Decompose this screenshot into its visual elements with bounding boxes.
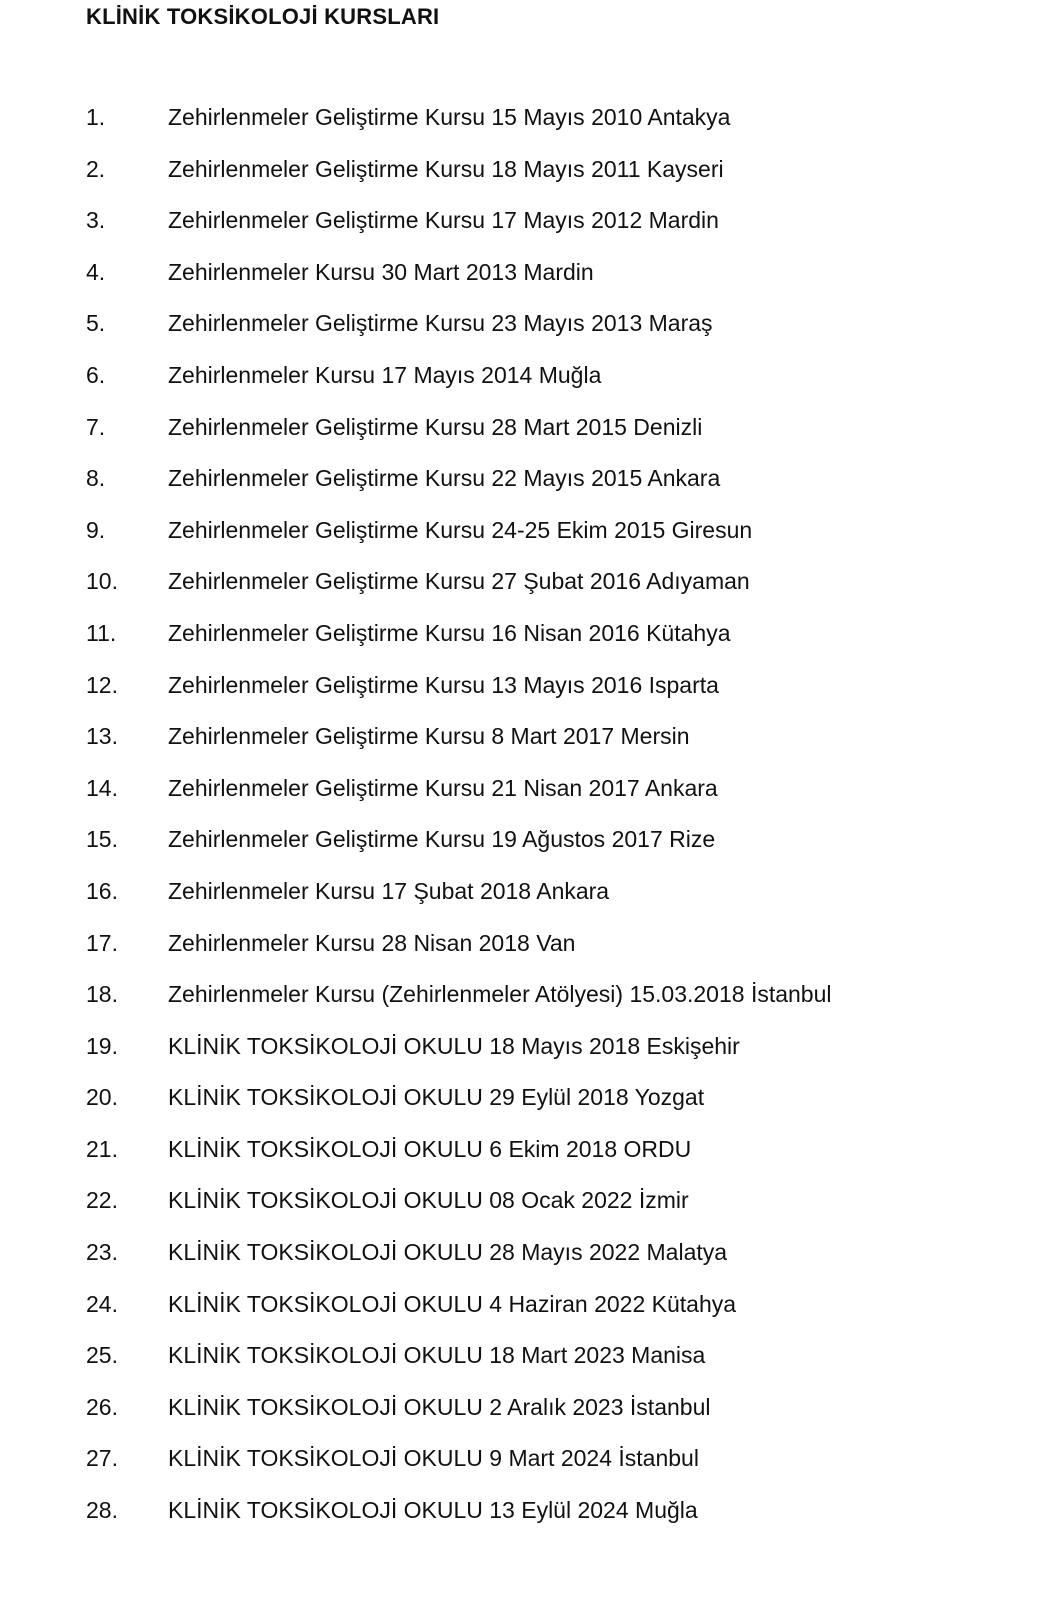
list-item (0, 249, 1038, 301)
list-item-number: 12. (86, 671, 118, 698)
list-item (0, 868, 1038, 920)
list-item-text: KLİNİK TOKSİKOLOJİ OKULU 18 Mayıs 2018 Eskişehir (168, 1032, 740, 1059)
list-item-text: KLİNİK TOKSİKOLOJİ OKULU 13 Eylül 2024 Muğla (168, 1497, 698, 1524)
list-item-text: KLİNİK TOKSİKOLOJİ OKULU 28 Mayıs 2022 Malatya (168, 1239, 728, 1266)
list-item (0, 920, 1038, 972)
list-item-text: Zehirlenmeler Kursu 28 Nisan 2018 Van (168, 929, 576, 956)
list-item-text: Zehirlenmeler Geliştirme Kursu 21 Nisan 2017 Ankara (168, 774, 718, 801)
list-item (0, 404, 1038, 456)
list-item-number: 20. (86, 1084, 118, 1111)
list-item-text: KLİNİK TOKSİKOLOJİ OKULU 9 Mart 2024 İstanbul (168, 1445, 699, 1472)
list-item-text: KLİNİK TOKSİKOLOJİ OKULU 2 Aralık 2023 İstanbul (168, 1393, 711, 1420)
list-item-number: 15. (86, 826, 118, 853)
list-item (0, 94, 1038, 146)
list-item-number: 25. (86, 1342, 118, 1369)
list-item (0, 455, 1038, 507)
list-item-text: Zehirlenmeler Geliştirme Kursu 27 Şubat 2016 Adıyaman (168, 568, 750, 595)
list-item-text: Zehirlenmeler Geliştirme Kursu 23 Mayıs 2013 Maraş (168, 310, 713, 337)
list-item (0, 146, 1038, 198)
list-item-number: 2. (86, 155, 106, 182)
list-item (0, 1074, 1038, 1126)
list-item-text: KLİNİK TOKSİKOLOJİ OKULU 4 Haziran 2022 Kütahya (168, 1290, 737, 1317)
list-item-text: Zehirlenmeler Kursu 17 Mayıs 2014 Muğla (168, 361, 602, 388)
list-item-text: Zehirlenmeler Kursu (Zehirlenmeler Atölyesi) 15.03.2018 İstanbul (168, 981, 832, 1008)
list-item (0, 1281, 1038, 1333)
list-item-number: 26. (86, 1393, 118, 1420)
list-item-text: Zehirlenmeler Geliştirme Kursu 22 Mayıs 2015 Ankara (168, 465, 721, 492)
list-item-number: 22. (86, 1187, 118, 1214)
list-item-number: 5. (86, 310, 106, 337)
list-item-number: 19. (86, 1032, 118, 1059)
list-item-number: 18. (86, 981, 118, 1008)
list-item (0, 1435, 1038, 1487)
list-item-number: 8. (86, 465, 106, 492)
list-item-text: Zehirlenmeler Geliştirme Kursu 15 Mayıs 2010 Antakya (168, 104, 731, 130)
list-item (0, 1126, 1038, 1178)
list-item (0, 662, 1038, 714)
list-item (0, 1384, 1038, 1436)
list-item-number: 4. (86, 258, 106, 285)
list-item-text: Zehirlenmeler Kursu 30 Mart 2013 Mardin (168, 258, 594, 285)
list-item-number: 17. (86, 929, 118, 956)
list-item-text: Zehirlenmeler Kursu 17 Şubat 2018 Ankara (168, 877, 610, 904)
list-item (0, 1229, 1038, 1281)
list-item-number: 11. (86, 619, 117, 646)
list-item-text: Zehirlenmeler Geliştirme Kursu 17 Mayıs 2012 Mardin (168, 207, 719, 234)
list-item-text: KLİNİK TOKSİKOLOJİ OKULU 18 Mart 2023 Manisa (168, 1342, 706, 1369)
list-item-number: 1. (86, 104, 106, 130)
page-title: KLİNİK TOKSİKOLOJİ KURSLARI (86, 4, 440, 29)
list-item-number: 7. (86, 413, 106, 440)
list-item-text: Zehirlenmeler Geliştirme Kursu 16 Nisan 2016 Kütahya (168, 619, 731, 646)
list-item (0, 300, 1038, 352)
list-item (0, 610, 1038, 662)
list-item (0, 1023, 1038, 1075)
list-item-text: KLİNİK TOKSİKOLOJİ OKULU 29 Eylül 2018 Yozgat (168, 1084, 705, 1111)
list-item (0, 971, 1038, 1023)
list-item-number: 21. (86, 1135, 118, 1162)
list-item-number: 3. (86, 207, 106, 234)
course-list (0, 94, 1038, 1539)
list-item-text: Zehirlenmeler Geliştirme Kursu 8 Mart 2017 Mersin (168, 723, 690, 750)
list-item (0, 507, 1038, 559)
list-item-number: 14. (86, 774, 118, 801)
list-item (0, 197, 1038, 249)
list-item (0, 816, 1038, 868)
list-item (0, 1332, 1038, 1384)
list-item-number: 16. (86, 877, 118, 904)
list-item (0, 1177, 1038, 1229)
list-item-text: Zehirlenmeler Geliştirme Kursu 18 Mayıs 2011 Kayseri (168, 155, 724, 182)
list-item-number: 6. (86, 361, 106, 388)
list-item-number: 28. (86, 1497, 118, 1524)
list-item-number: 23. (86, 1239, 118, 1266)
list-item-text: Zehirlenmeler Geliştirme Kursu 24-25 Ekim 2015 Giresun (168, 516, 753, 543)
list-item (0, 713, 1038, 765)
list-item-number: 10. (86, 568, 118, 595)
list-item-number: 9. (86, 516, 106, 543)
list-item-text: Zehirlenmeler Geliştirme Kursu 13 Mayıs 2016 Isparta (168, 671, 719, 698)
list-item-number: 27. (86, 1445, 118, 1472)
list-item-text: Zehirlenmeler Geliştirme Kursu 19 Ağustos 2017 Rize (168, 826, 716, 853)
list-item (0, 558, 1038, 610)
list-item-text: Zehirlenmeler Geliştirme Kursu 28 Mart 2015 Denizli (168, 413, 703, 440)
list-item-number: 24. (86, 1290, 118, 1317)
list-item (0, 1487, 1038, 1539)
list-item-number: 13. (86, 723, 118, 750)
list-item (0, 765, 1038, 817)
list-item-text: KLİNİK TOKSİKOLOJİ OKULU 6 Ekim 2018 ORDU (168, 1135, 692, 1162)
list-item (0, 352, 1038, 404)
list-item-text: KLİNİK TOKSİKOLOJİ OKULU 08 Ocak 2022 İzmir (168, 1187, 689, 1214)
